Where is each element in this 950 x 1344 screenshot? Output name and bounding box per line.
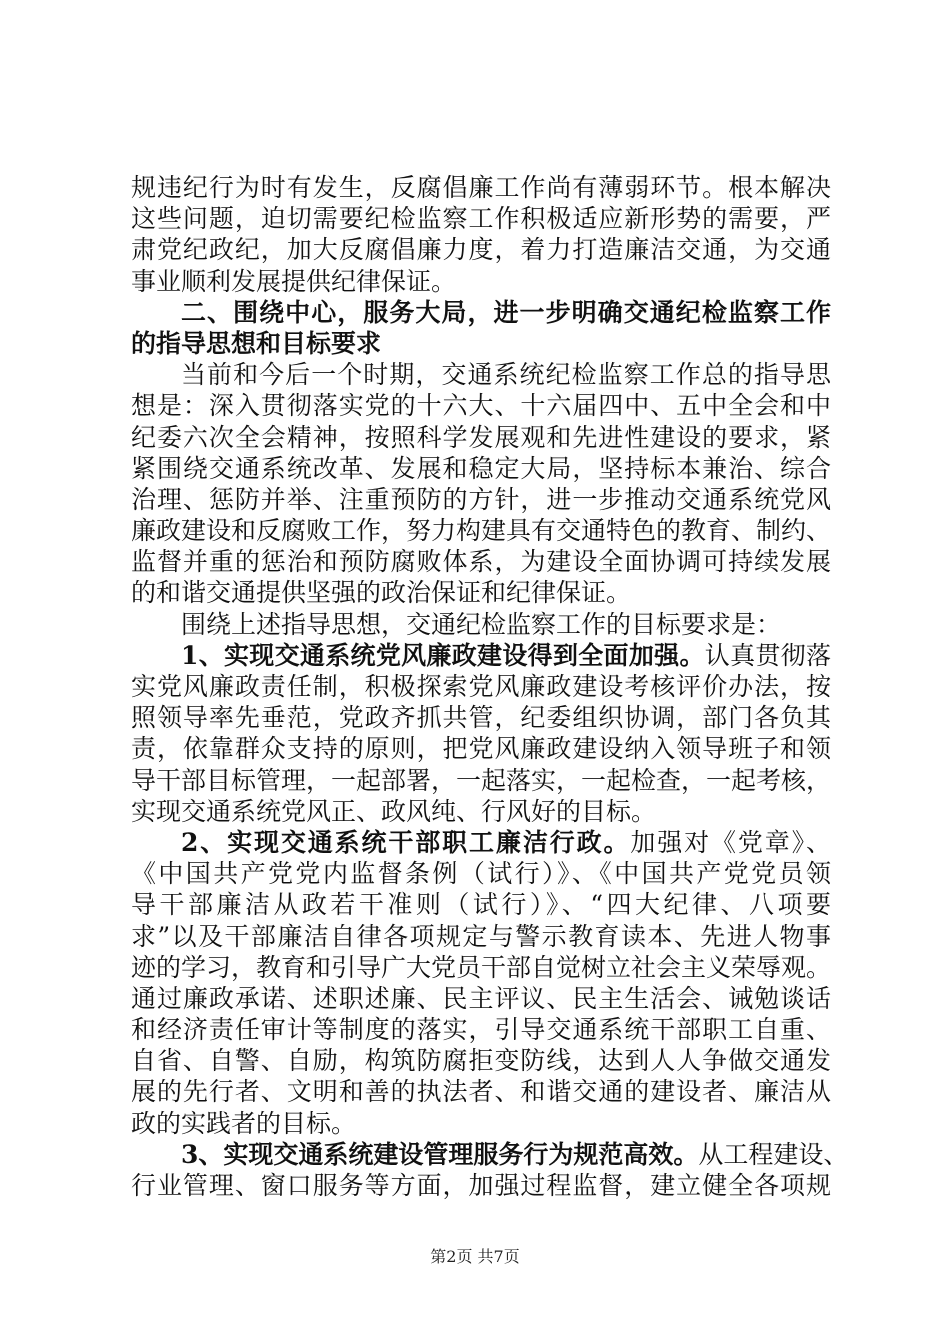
- text-line: 治理、惩防并举、注重预防的方针，进一步推动交通系统党风: [131, 484, 831, 514]
- text-line: 监督并重的惩治和预防腐败体系，为建设全面协调可持续发展: [131, 547, 831, 577]
- text-line: 的和谐交通提供坚强的政治保证和纪律保证。: [131, 578, 632, 608]
- text-line: 当前和今后一个时期，交通系统纪检监察工作总的指导思: [181, 360, 831, 390]
- text-line: 想是：深入贯彻落实党的十六大、十六届四中、五中全会和中: [131, 391, 831, 421]
- text-line: 和经济责任审计等制度的落实，引导交通系统干部职工自重、: [131, 1015, 831, 1045]
- text-line: [131, 1139, 849, 1170]
- text-line: 《中国共产党党内监督条例（试行）》、《中国共产党党员领: [131, 859, 831, 889]
- text-line: 的指导思想和目标要求: [131, 328, 382, 358]
- text-line: 自省、自警、自励，构筑防腐拒变防线，达到人人争做交通发: [131, 1046, 831, 1076]
- text-line: 规违纪行为时有发生，反腐倡廉工作尚有薄弱环节。根本解决: [131, 173, 831, 202]
- line-text: 从工程建设、: [698, 1139, 849, 1169]
- text-line: 责，依靠群众支持的原则，把党风廉政建设纳入领导班子和领: [131, 734, 831, 764]
- text-line: 紧围绕交通系统改革、发展和稳定大局，坚持标本兼治、综合: [131, 453, 831, 483]
- text-line: 导干部目标管理，一起部署，一起落实，一起检查，一起考核，: [131, 765, 832, 795]
- text-line: 肃党纪政纪，加大反腐倡廉力度，着力打造廉洁交通，为交通: [131, 235, 831, 265]
- text-line: 行业管理、窗口服务等方面，加强过程监督，建立健全各项规: [131, 1171, 831, 1200]
- text-line: 迹的学习，教育和引导广大党员干部自觉树立社会主义荣辱观。: [131, 952, 832, 982]
- text-line: 这些问题，迫切需要纪检监察工作积极适应新形势的需要，严: [131, 204, 831, 234]
- body-text: [131, 172, 849, 1201]
- text-line: 求”以及干部廉洁自律各项规定与警示教育读本、先进人物事: [131, 921, 831, 951]
- text-line: 展的先行者、文明和善的执法者、和谐交通的建设者、廉洁从: [131, 1077, 831, 1107]
- bold-lead-text: 3、实现交通系统建设管理服务行为规范高效。: [181, 1139, 699, 1169]
- page-footer: 第2页 共7页: [430, 1247, 520, 1266]
- bold-lead-text: 2、实现交通系统干部职工廉洁行政。: [181, 827, 631, 857]
- text-line: 政的实践者的目标。: [131, 1108, 357, 1138]
- text-line: 实现交通系统党风正、政风纯、行风好的目标。: [131, 796, 657, 826]
- text-line: 照领导率先垂范，党政齐抓共管，纪委组织协调，部门各负其: [131, 703, 831, 733]
- text-line: 通过廉政承诺、述职述廉、民主评议、民主生活会、诫勉谈话: [131, 983, 831, 1013]
- text-line: 实党风廉政责任制，积极探索党风廉政建设考核评价办法，按: [131, 672, 831, 701]
- line-text: 加强对《党章》、: [630, 827, 831, 857]
- text-line: 事业顺利发展提供纪律保证。: [131, 266, 457, 296]
- text-line: 导干部廉洁从政若干准则（试行）》、“四大纪律、八项要: [131, 890, 831, 920]
- text-line: [131, 640, 831, 671]
- text-line: 廉政建设和反腐败工作，努力构建具有交通特色的教育、制约、: [131, 516, 832, 546]
- bold-lead-text: 1、实现交通系统党风廉政建设得到全面加强。: [181, 640, 705, 670]
- text-line: 二、围绕中心，服务大局，进一步明确交通纪检监察工作: [181, 297, 831, 327]
- text-line: 围绕上述指导思想，交通纪检监察工作的目标要求是：: [181, 609, 782, 639]
- text-line: [131, 827, 831, 858]
- text-line: 纪委六次全会精神，按照科学发展观和先进性建设的要求，紧: [131, 422, 831, 452]
- line-text: 认真贯彻落: [704, 640, 831, 670]
